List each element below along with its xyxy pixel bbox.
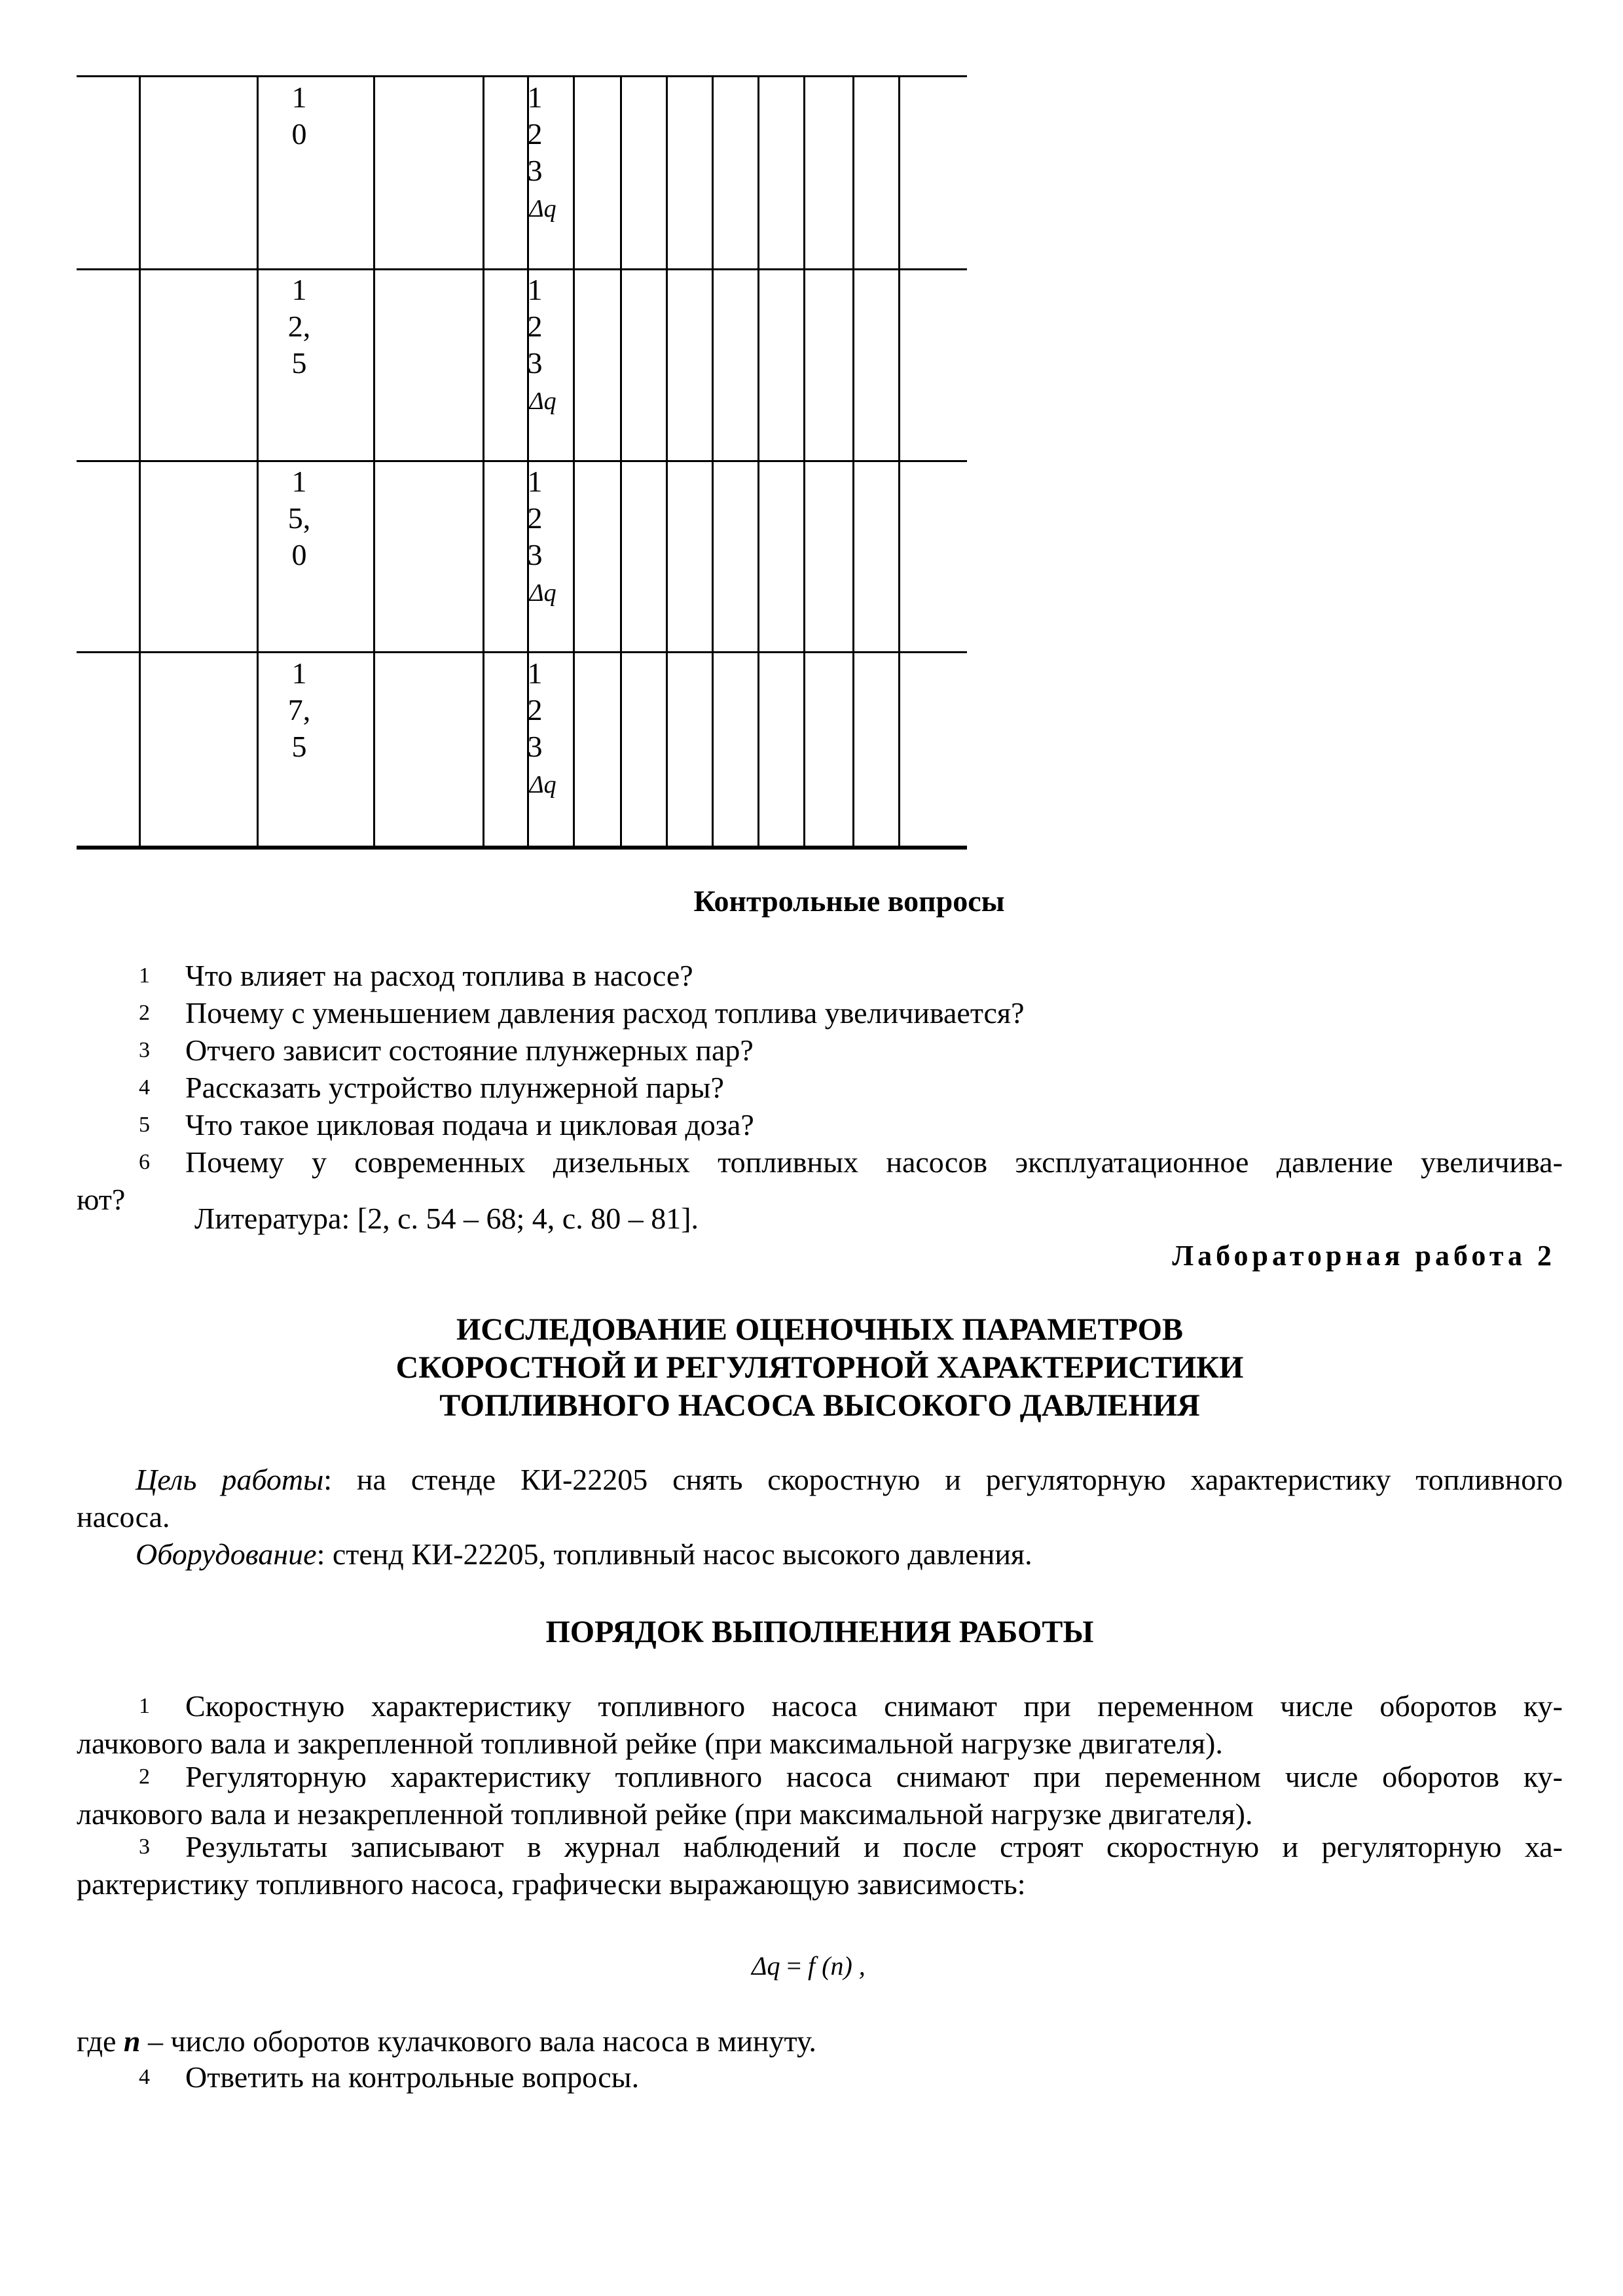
list-item [77, 1143, 1563, 1181]
item-text: Почему у современных дизельных топливных насосов эксплуатационное давление увеличива- [185, 1145, 1563, 1179]
goal-label: Цель работы [136, 1463, 324, 1496]
item-number: 4 [139, 1075, 150, 1100]
cell-text: 1 [527, 656, 543, 690]
goal-line [77, 1461, 1563, 1498]
equipment-label: Оборудование [136, 1537, 317, 1571]
list-item [77, 957, 1563, 994]
equipment-line [77, 1537, 1032, 1571]
step-text-cont: лачкового вала и закрепленной топливной рейке (при максимальной нагрузке двигателя). [77, 1727, 1223, 1760]
equipment-paragraph [77, 1535, 1563, 1573]
item-number: 1 [139, 963, 150, 988]
item-number: 6 [139, 1150, 150, 1174]
cell-text: 1 [291, 81, 307, 114]
list-item [77, 1106, 1563, 1143]
lab-title [77, 1311, 1563, 1425]
step-number: 2 [139, 1765, 150, 1789]
where-prefix: где [77, 2024, 124, 2058]
control-questions-title: Контрольные вопросы [693, 884, 1005, 918]
step-text: Регуляторную характеристику топливного насоса снимают при переменном числе оборотов ку- [185, 1760, 1563, 1793]
table-column-line [139, 75, 141, 850]
title-line: ИССЛЕДОВАНИЕ ОЦЕНОЧНЫХ ПАРАМЕТРОВ [456, 1312, 1184, 1347]
delta-q-label: Δq [529, 195, 556, 223]
table-rule [77, 268, 967, 270]
cell-text: 3 [527, 346, 543, 380]
formula-lhs: Δq [752, 1951, 780, 1981]
procedure-step [77, 1758, 1563, 1833]
item-number: 2 [139, 1001, 150, 1025]
table-rule [77, 75, 967, 77]
cell-text: 1 [291, 656, 307, 690]
table-cell [512, 272, 558, 421]
delta-q-label: Δq [529, 771, 556, 798]
table-column-line [573, 75, 575, 850]
table-column-line [757, 75, 759, 850]
where-line [77, 2022, 1563, 2060]
cell-text: 0 [291, 538, 307, 571]
data-table [77, 75, 967, 850]
item-text: Что такое цикловая подача и цикловая доза? [185, 1108, 754, 1141]
table-column-line [483, 75, 484, 850]
table-column-line [620, 75, 622, 850]
list-item [77, 1069, 1563, 1106]
cell-text: 5, [287, 501, 311, 535]
step-text: Ответить на контрольные вопросы. [185, 2060, 640, 2094]
cell-text: 5 [291, 346, 307, 380]
where-variable: n [123, 2024, 141, 2058]
cell-text: 1 [527, 465, 543, 498]
item-text: Рассказать устройство плунжерной пары? [185, 1071, 724, 1104]
delta-q-label: Δq [529, 387, 556, 415]
cell-text: 1 [291, 273, 307, 306]
table-column-line [803, 75, 805, 850]
lab-work-label: Лабораторная работа 2 [1172, 1240, 1556, 1272]
step-text: Результаты записывают в журнал наблюдений и после строят скоростную и регуляторную ха- [185, 1830, 1563, 1863]
step-text: Скоростную характеристику топливного насоса снимают при переменном числе оборотов ку- [185, 1689, 1563, 1723]
cell-text: 2 [527, 693, 543, 726]
table-column-line [257, 75, 259, 850]
procedure-step [77, 1828, 1563, 1903]
procedure-step [77, 2058, 1563, 2096]
title-line: СКОРОСТНОЙ И РЕГУЛЯТОРНОЙ ХАРАКТЕРИСТИКИ [395, 1350, 1244, 1385]
step-number: 3 [139, 1835, 150, 1859]
item-text: ют? [77, 1183, 126, 1216]
procedure-step [77, 1687, 1563, 1762]
cell-text: 5 [291, 730, 307, 763]
table-cell [273, 79, 325, 152]
item-number: 3 [139, 1038, 150, 1062]
list-item [77, 994, 1563, 1031]
formula-equals: = [780, 1951, 809, 1981]
table-rule [77, 460, 967, 462]
step-text-cont: лачкового вала и незакрепленной топливной рейке (при максимальной нагрузке двигателя). [77, 1797, 1253, 1831]
cell-text: 3 [527, 730, 543, 763]
cell-text: 1 [291, 465, 307, 498]
cell-text: 2, [287, 310, 311, 343]
cell-text: 2 [527, 117, 543, 151]
procedure-title: ПОРЯДОК ВЫПОЛНЕНИЯ РАБОТЫ [545, 1615, 1094, 1649]
item-number: 5 [139, 1113, 150, 1137]
table-cell [273, 463, 325, 573]
list-item [77, 1031, 1563, 1069]
table-cell [273, 272, 325, 382]
delta-q-label: Δq [529, 579, 556, 607]
title-line: ТОПЛИВНОГО НАСОСА ВЫСОКОГО ДАВЛЕНИЯ [439, 1388, 1200, 1423]
table-rule [77, 651, 967, 653]
table-column-line [712, 75, 714, 850]
table-column-line [666, 75, 668, 850]
goal-text: : на стенде КИ-22205 снять скоростную и регуляторную характеристику топливного [323, 1463, 1563, 1496]
table-cell [273, 655, 325, 765]
formula [752, 1950, 866, 1981]
literature-reference: Литература: [2, с. 54 – 68; 4, с. 80 – 81]. [194, 1202, 699, 1235]
table-column-line [373, 75, 375, 850]
step-number: 4 [139, 2065, 150, 2089]
goal-text-cont: насоса. [77, 1500, 170, 1534]
item-text: Почему с уменьшением давления расход топлива увеличивается? [185, 996, 1025, 1030]
cell-text: 0 [291, 117, 307, 151]
table-column-line [852, 75, 854, 850]
equipment-text: : стенд КИ-22205, топливный насос высокого давления. [316, 1537, 1032, 1571]
table-rule [77, 846, 967, 850]
where-text: – число оборотов кулачкового вала насоса в минуту. [140, 2024, 816, 2058]
table-cell [512, 655, 558, 804]
cell-text: 3 [527, 154, 543, 187]
cell-text: 7, [287, 693, 311, 726]
item-text: Отчего зависит состояние плунжерных пар? [185, 1033, 754, 1067]
table-cell [512, 79, 558, 228]
cell-text: 1 [527, 273, 543, 306]
cell-text: 2 [527, 310, 543, 343]
control-questions-list [77, 957, 1563, 1218]
item-text: Что влияет на расход топлива в насосе? [185, 959, 693, 992]
step-text-cont: рактеристику топливного насоса, графически выражающую зависимость: [77, 1867, 1026, 1901]
step-number: 1 [139, 1694, 150, 1718]
cell-text: 2 [527, 501, 543, 535]
goal-paragraph [77, 1461, 1563, 1535]
cell-text: 3 [527, 538, 543, 571]
formula-rhs: f (n) , [808, 1951, 866, 1981]
cell-text: 1 [527, 81, 543, 114]
table-column-line [898, 75, 900, 850]
table-cell [512, 463, 558, 613]
